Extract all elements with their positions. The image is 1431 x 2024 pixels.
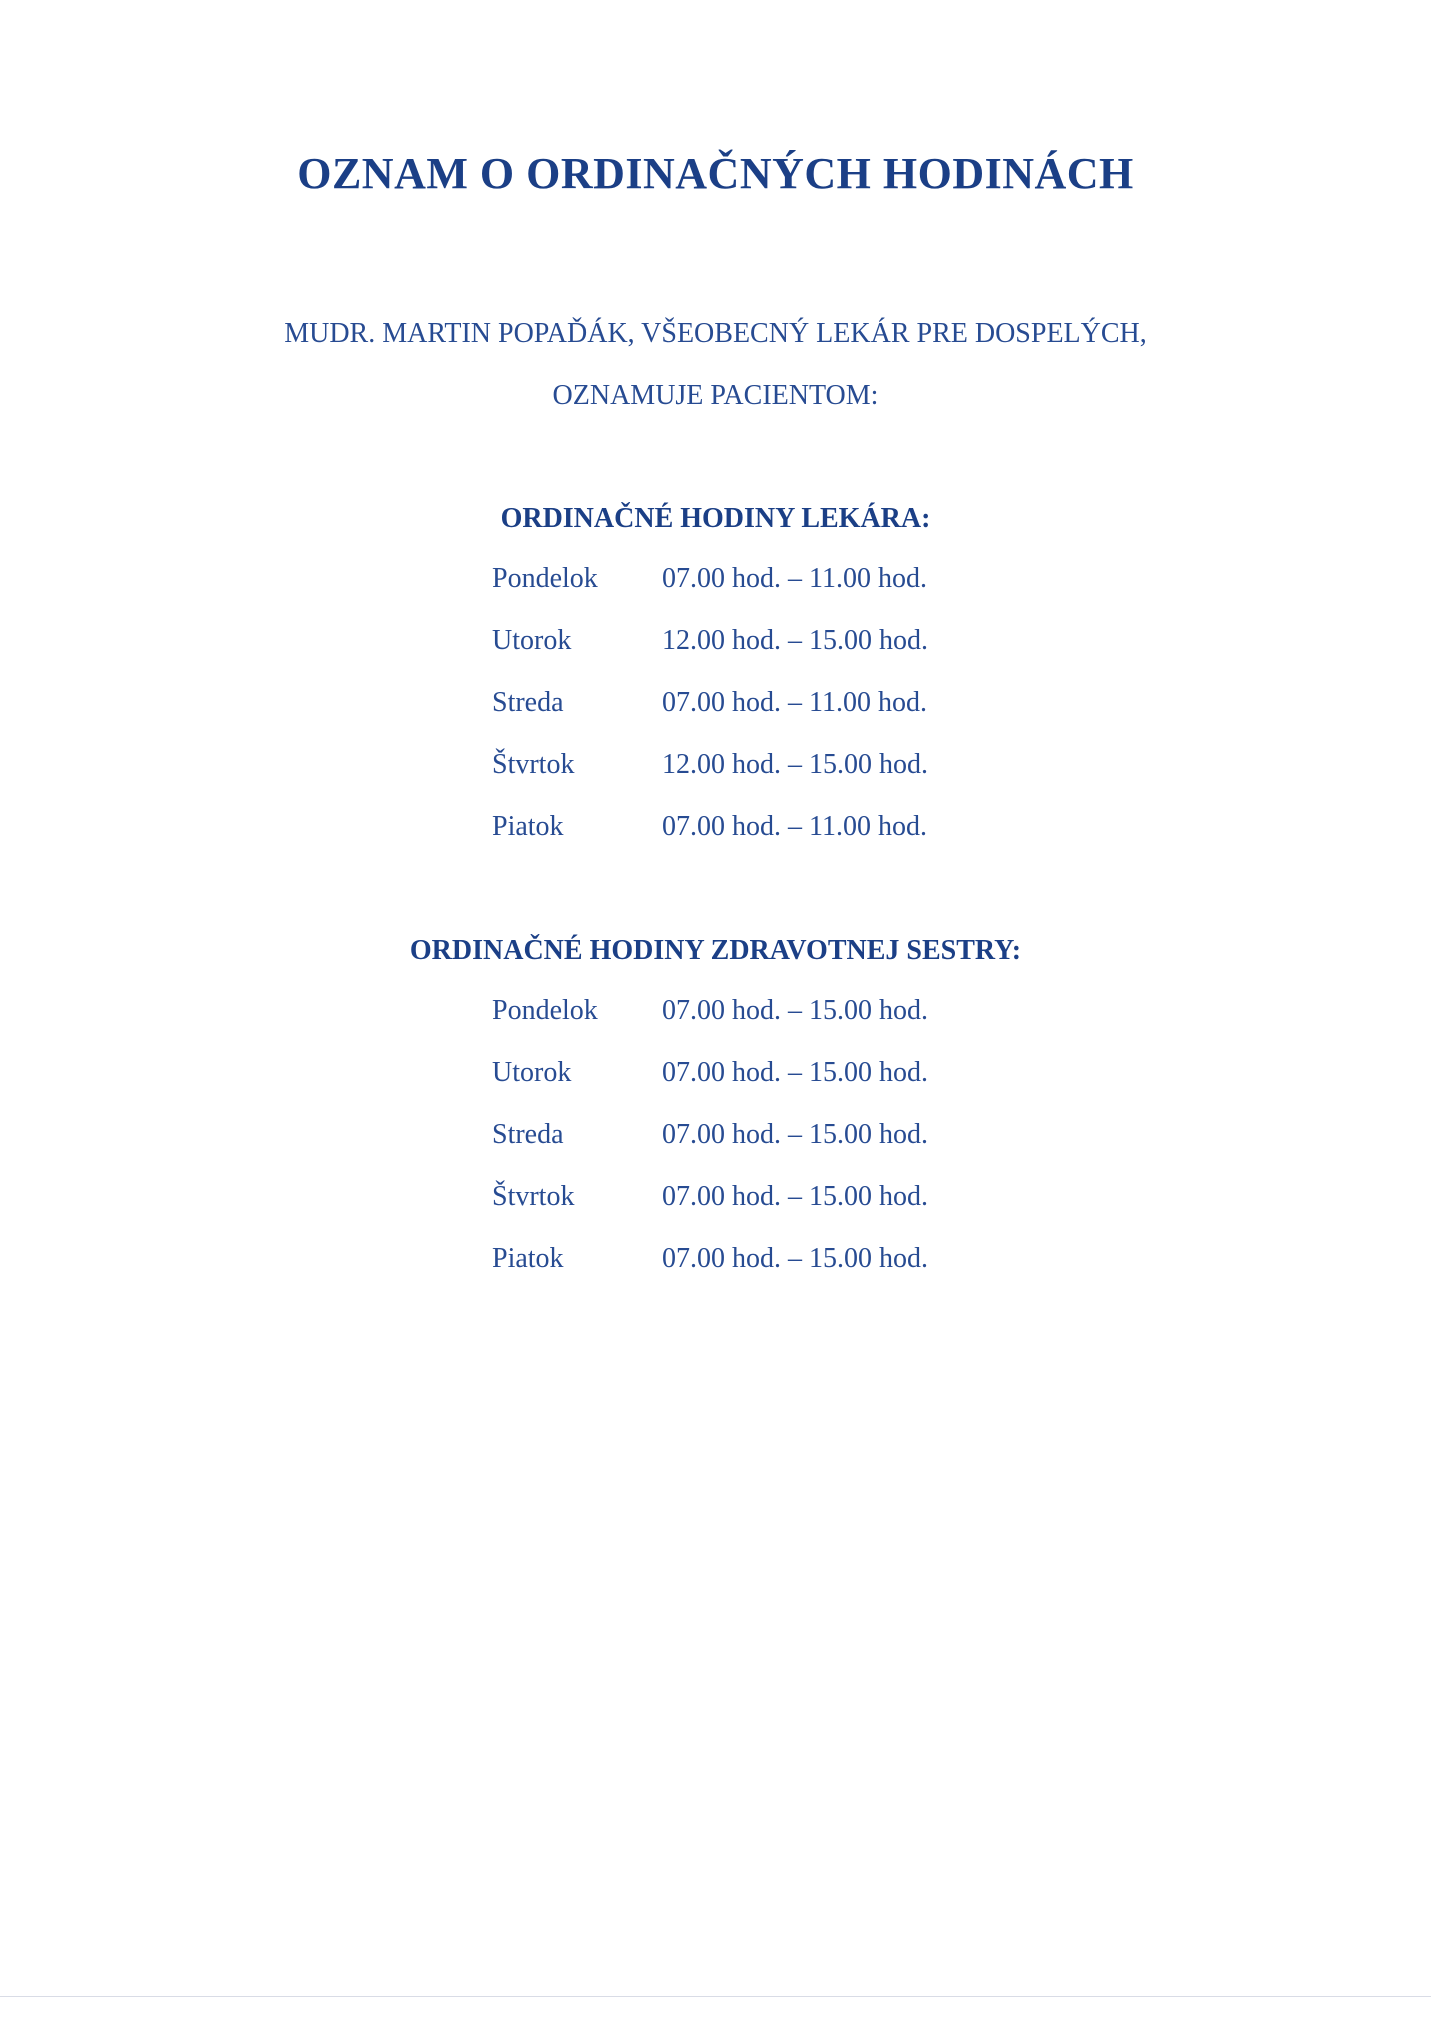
schedule-row — [492, 1243, 992, 1305]
doctor-hours-schedule — [492, 563, 992, 873]
nurse-hours-schedule — [492, 995, 992, 1305]
schedule-hours: 07.00 hod. – 15.00 hod. — [662, 1057, 928, 1088]
schedule-row — [492, 811, 992, 873]
schedule-hours: 12.00 hod. – 15.00 hod. — [662, 625, 928, 656]
schedule-hours: 07.00 hod. – 15.00 hod. — [662, 1243, 928, 1274]
schedule-day: Piatok — [492, 811, 564, 842]
schedule-hours: 07.00 hod. – 15.00 hod. — [662, 995, 928, 1026]
scan-edge-divider — [0, 1996, 1431, 1997]
schedule-hours: 07.00 hod. – 11.00 hod. — [662, 811, 927, 842]
doctor-hours-heading: ORDINAČNÉ HODINY LEKÁRA: — [500, 503, 931, 534]
schedule-day: Streda — [492, 687, 564, 718]
schedule-day: Piatok — [492, 1243, 564, 1274]
schedule-row — [492, 1181, 992, 1243]
schedule-row — [492, 625, 992, 687]
schedule-row — [492, 1057, 992, 1119]
schedule-row — [492, 1119, 992, 1181]
schedule-hours: 07.00 hod. – 11.00 hod. — [662, 687, 927, 718]
schedule-row — [492, 687, 992, 749]
schedule-hours: 07.00 hod. – 15.00 hod. — [662, 1181, 928, 1212]
schedule-hours: 12.00 hod. – 15.00 hod. — [662, 749, 928, 780]
schedule-day: Streda — [492, 1119, 564, 1150]
schedule-day: Štvrtok — [492, 749, 575, 780]
schedule-hours: 07.00 hod. – 11.00 hod. — [662, 563, 927, 594]
schedule-hours: 07.00 hod. – 15.00 hod. — [662, 1119, 928, 1150]
schedule-row — [492, 995, 992, 1057]
schedule-day: Štvrtok — [492, 1181, 575, 1212]
nurse-hours-heading: ORDINAČNÉ HODINY ZDRAVOTNEJ SESTRY: — [409, 935, 1022, 966]
schedule-row — [492, 749, 992, 811]
schedule-day: Utorok — [492, 625, 572, 656]
schedule-day: Utorok — [492, 1057, 572, 1088]
schedule-row — [492, 563, 992, 625]
intro-line-announcement: OZNAMUJE PACIENTOM: — [552, 380, 879, 411]
intro-line-doctor: MUDR. MARTIN POPAĎÁK, VŠEOBECNÝ LEKÁR PRE DOSPELÝCH, — [284, 318, 1147, 349]
schedule-day: Pondelok — [492, 995, 598, 1026]
schedule-day: Pondelok — [492, 563, 598, 594]
notice-title: OZNAM O ORDINAČNÝCH HODINÁCH — [297, 149, 1134, 198]
